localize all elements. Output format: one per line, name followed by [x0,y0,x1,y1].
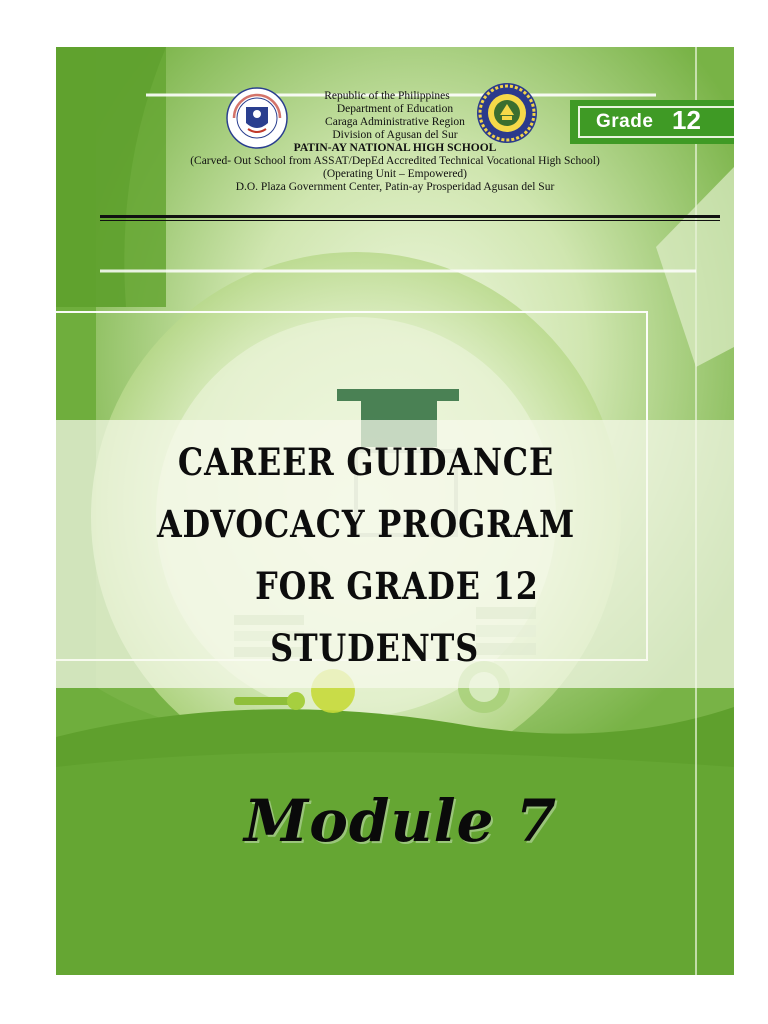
module-cover [56,47,734,975]
region-line: Caraga Administrative Region [325,116,465,128]
school-name: PATIN-AY NATIONAL HIGH SCHOOL [293,142,497,154]
title-line-3: FOR GRADE 12 [255,564,539,608]
operating-unit-line: (Operating Unit – Empowered) [322,168,468,180]
title-line-4: STUDENTS [270,626,480,670]
school-description-line: (Carved- Out School from ASSAT/DepEd Accredited Technical Vocational High School) [190,155,600,167]
grade-number: 12 [672,105,701,135]
header-divider [100,215,720,218]
department-line: Department of Education [336,103,454,115]
grade-badge [570,100,734,144]
division-line: Division of Agusan del Sur [332,129,458,141]
title-line-1: CAREER GUIDANCE [177,440,555,484]
grade-label: Grade [596,111,654,132]
module-number: Module 7 [244,787,558,855]
republic-line: Republic of the Philippines [324,90,450,102]
title-line-2: ADVOCACY PROGRAM [156,502,576,546]
header-divider-thin [100,220,720,221]
cover-title [99,431,632,679]
school-address-line: D.O. Plaza Government Center, Patin-ay Prosperidad Agusan del Sur [235,181,555,193]
